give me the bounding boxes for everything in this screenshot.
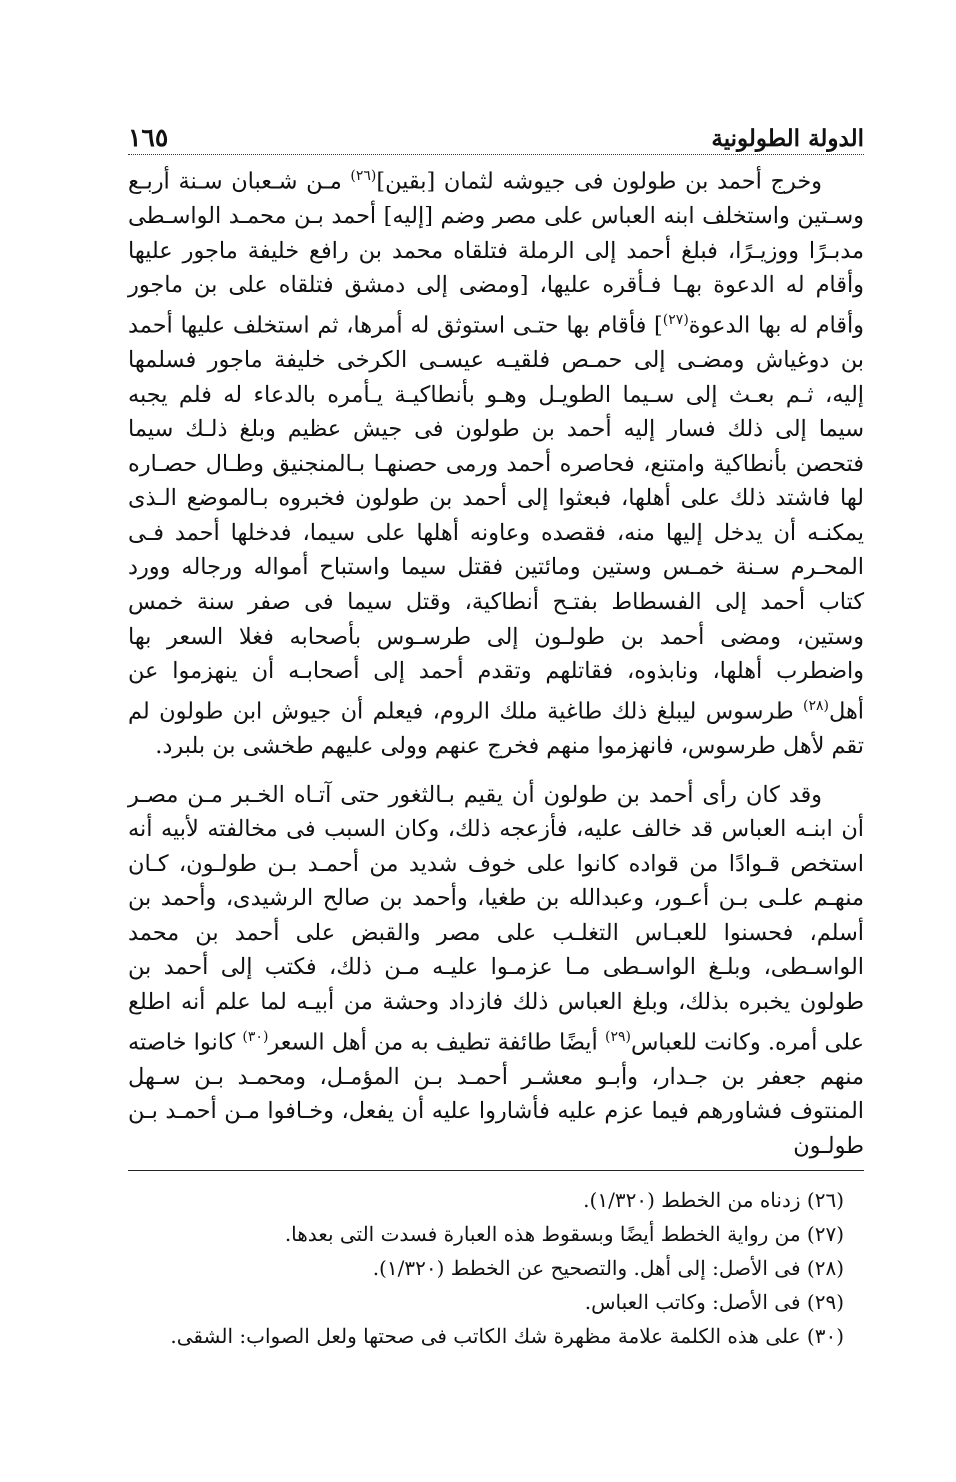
chapter-title: الدولة الطولونية xyxy=(711,125,864,152)
paragraph-2 xyxy=(128,778,864,1164)
paragraph-2-text-a: وقد كان رأى أحمد بن طولون أن يقيم بـالثغور حتى آتـاه الخـبر مـن مصـر أن ابنـه العباس قد خالف عليه، فأزعجه ذلك، وكان السبب فى مخالفته لأبيه أنه استخص قـوادًا من قواده كانوا على خوف شديد من أحمـد بـن طولـون، كـان منهـم علـى بـن أعـور، وعبدالله بن طغيا، وأحمد بن صالح الرشيدى، وأحمد بن أسلم، فحسنوا للعبـاس التغلـب على مصر والقبض على أحمد بن محمد الواسـطى، وبلـغ الواسـطى مـا عزمـوا عليـه مـن ذلك، فكتب إلى أحمد بن طولون يخبره بذلك، وبلغ العباس ذلك فازداد وحشة من أبيـه لما علم أنه اطلع على أمره. وكانت للعباس xyxy=(128,781,864,1056)
book-page xyxy=(128,112,864,1353)
footnote-ref-30: (٣٠) xyxy=(242,1028,269,1045)
footnote-29: (٢٩) فى الأصل: وكاتب العباس. xyxy=(584,1289,844,1314)
footnote-ref-27: (٢٧) xyxy=(662,311,689,328)
paragraph-1 xyxy=(128,159,864,764)
footnote-26: (٢٦) زدناه من الخطط (١/٣٢٠). xyxy=(583,1187,844,1212)
footnote-27: (٢٧) من رواية الخطط أيضًا وبسقوط هذه العبارة فسدت التى بعدها. xyxy=(284,1221,844,1246)
paragraph-1-text-a: وخرج أحمد بن طولون فى جيوشه لثمان [بقين] xyxy=(376,168,822,195)
footnote-ref-28: (٢٨) xyxy=(803,697,829,714)
paragraph-1-text-b: مـن شـعبان سـنة أربـع وسـتين واستخلف ابنه العباس على مصر وضم [إليه] أحمد بـن محمـد الواسـطى مدبـرًا ووزيـرًا، فبلغ أحمد إلى الرملة فتلقاه محمد بن رافع خليفة ماجور عليها وأقام له الدعوة بهـا فـأقره عليها، [ومضى إلى دمشق فتلقاه على بن ماجور وأقام له بها الدعوة xyxy=(128,168,864,339)
paragraph-1-text-c: ] فأقام بها حتـى استوثق له أمرها، ثم استخلف عليها أحمد بن دوغياش ومضـى إلى حمـص فلقيـه عيسـى الكرخى خليفة ماجور فسلمها إليه، ثـم بعـث إلى سـيما الطويـل وهـو بأنطاكيـة يـأمره بالدعاء له فلم يجبه سيما إلى ذلك فسار إليه أحمد بن طولون فى جيش عظيم وبلغ ذلـك سيما فتحصن بأنطاكية وامتنع، فحاصره أحمد ورمى حصنهـا بـالمنجنيق وطـال حصـاره لها فاشتد ذلك على أهلها، فبعثوا إلى أحمد بن طولون فخبروه بـالموضع الـذى يمكنـه أن يدخل إليها منه، فقصده وعاونه أهلها على سيما، فدخلها أحمد فـى المحـرم سـنة خمـس وستين ومائتين فقتل سيما واستباح أمواله ورجاله وورد كتاب أحمد إلى الفسطاط بفتـح أنطاكية، وقتل سيما فى صفر سنة خمس وستين، ومضى أحمد بن طولـون إلى طرسـوس بأصحابه فغلا السعر بها واضطرب أهلها، ونابذوه، فقاتلهم وتقدم أحمد إلى أصحابـه أن ينهزموا عن أهل xyxy=(128,312,864,725)
paragraph-2-text-c: كانوا خاصته منهم جعفر بن جـدار، وأبـو معشـر أحمـد بـن المؤمـل، ومحمـد بـن سـهل المنتوف فشاورهم فيما عزم عليه فأشاروا عليه أن يفعل، وخـافوا مـن أحمـد بـن طولـون xyxy=(128,1029,864,1159)
footnotes xyxy=(128,1183,864,1353)
footnote-ref-26: (٢٦) xyxy=(350,168,377,184)
paragraph-1-text-d: طرسوس ليبلغ ذلك طاغية ملك الروم، فيعلم أن جيوش ابن طولون لم تقم لأهل طرسوس، فانهزموا منهم فخرج عنهم وولى عليهم طخشى بن بلبرد. xyxy=(128,698,864,759)
footnote-30: (٣٠) على هذه الكلمة علامة مظهرة شك الكاتب فى صحتها ولعل الصواب: الشقى. xyxy=(170,1323,844,1348)
page-number: ١٦٥ xyxy=(128,123,169,152)
footnote-28: (٢٨) فى الأصل: إلى أهل. والتصحيح عن الخطط (١/٣٢٠). xyxy=(372,1255,844,1280)
footnote-ref-29: (٢٩) xyxy=(604,1028,631,1045)
running-header xyxy=(128,112,864,155)
footnote-divider xyxy=(128,1170,864,1171)
paragraph-2-text-b: أيضًا طائفة تطيف به من أهل السعر xyxy=(268,1029,605,1056)
